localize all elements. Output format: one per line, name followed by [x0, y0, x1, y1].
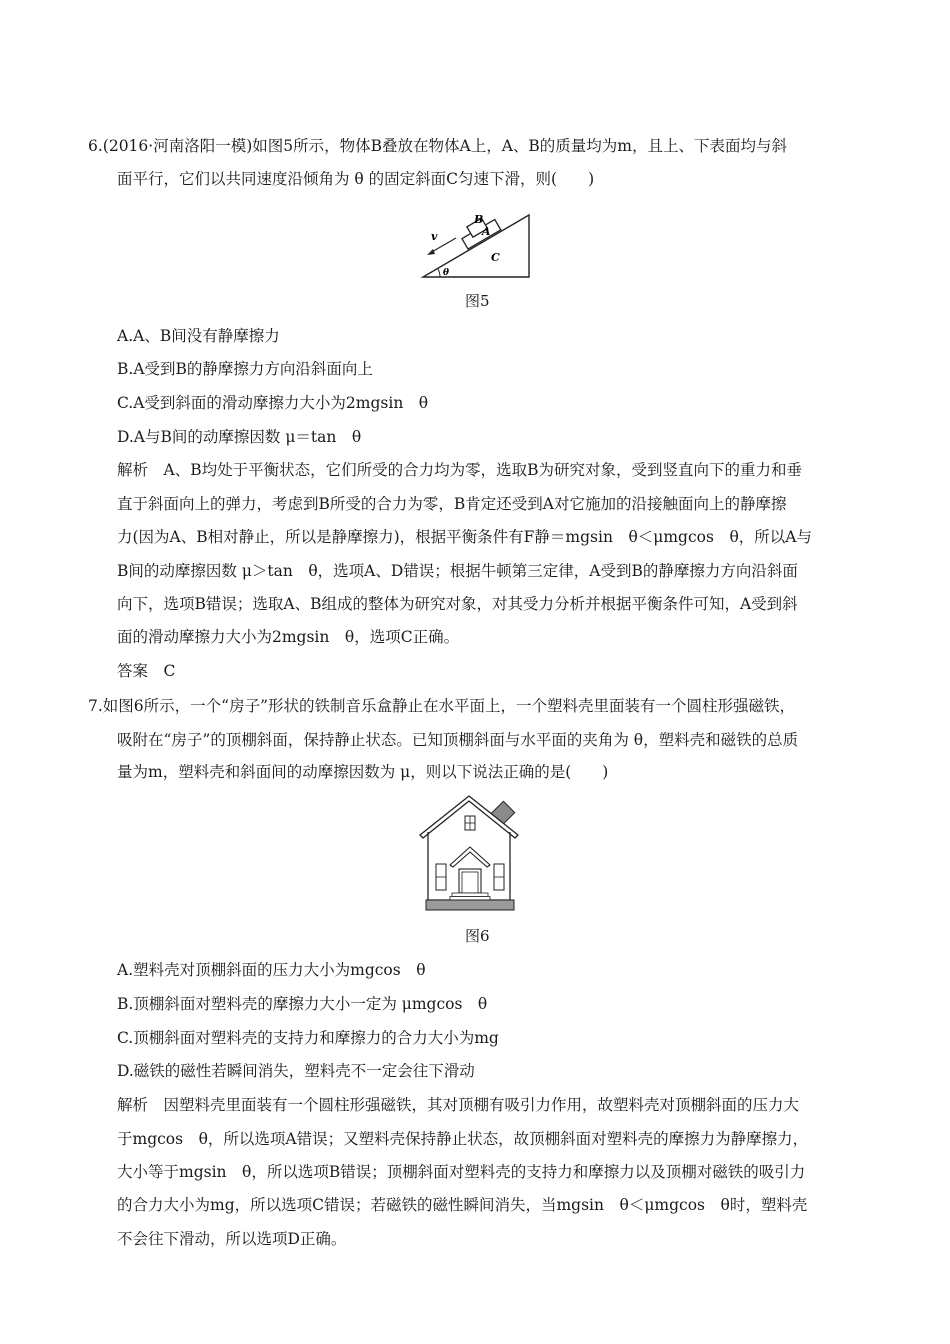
q7-stem-line-3: 量为m，塑料壳和斜面间的动摩擦因数为 μ，则以下说法正确的是( ) — [117, 763, 609, 781]
left-window — [436, 864, 446, 890]
velocity-arrowhead — [427, 249, 435, 255]
attic-window — [465, 816, 475, 830]
q7-option-b: B.顶棚斜面对塑料壳的摩擦力大小一定为 μmgcos θ — [117, 995, 488, 1013]
q7-stem-line-1: 7.如图6所示，一个“房子”形状的铁制音乐盒静止在水平面上，一个塑料壳里面装有一个圆柱形强磁铁， — [88, 697, 796, 715]
figure-6-caption: 图6 — [465, 927, 490, 945]
figure-5-incline-diagram — [418, 200, 536, 282]
q7-analysis-line-4: 的合力大小为mg，所以选项C错误；若磁铁的磁性瞬间消失，当mgsin θ＜μmgcos θ时，塑料壳 — [117, 1196, 808, 1214]
q6-answer: 答案 C — [117, 662, 176, 680]
right-window — [494, 864, 504, 890]
q6-analysis-line-2: 直于斜面向上的弹力，考虑到B所受的合力为零，B肯定还受到A对它施加的沿接触面向上的静摩擦 — [117, 495, 787, 513]
figure-5-caption: 图5 — [465, 292, 490, 310]
label-v: v — [431, 230, 438, 243]
q6-analysis-line-5: 向下，选项B错误；选取A、B组成的整体为研究对象，对其受力分析并根据平衡条件可知，A受到斜 — [117, 595, 798, 613]
q6-analysis-line-3: 力(因为A、B相对静止，所以是静摩擦力)，根据平衡条件有F静＝mgsin θ＜μmgcos θ，所以A与 — [117, 528, 812, 546]
label-a: A — [482, 225, 491, 238]
label-c: C — [491, 251, 500, 264]
front-door — [459, 869, 481, 893]
figure-6-house-diagram — [418, 792, 522, 914]
q6-analysis-line-6: 面的滑动摩擦力大小为2mgsin θ，选项C正确。 — [117, 628, 460, 646]
q6-stem-line-1: 6.(2016·河南洛阳一模)如图5所示，物体B叠放在物体A上，A、B的质量均为m，且上、下表面均与斜 — [88, 137, 787, 155]
q7-analysis-line-1: 解析 因塑料壳里面装有一个圆柱形强磁铁，其对顶棚有吸引力作用，故塑料壳对顶棚斜面的压力大 — [117, 1096, 800, 1114]
q7-analysis-line-5: 不会往下滑动，所以选项D正确。 — [117, 1230, 347, 1248]
q6-stem-line-2: 面平行，它们以共同速度沿倾角为 θ 的固定斜面C匀速下滑，则( ) — [117, 170, 595, 188]
q7-stem-line-2: 吸附在“房子”的顶棚斜面，保持静止状态。已知顶棚斜面与水平面的夹角为 θ，塑料壳和磁铁的总质 — [117, 731, 799, 749]
q7-option-c: C.顶棚斜面对塑料壳的支持力和摩擦力的合力大小为mg — [117, 1029, 499, 1047]
q7-option-a: A.塑料壳对顶棚斜面的压力大小为mgcos θ — [117, 961, 426, 979]
house-base — [426, 900, 514, 910]
q6-option-a: A.A、B间没有静摩擦力 — [117, 327, 280, 345]
q6-analysis-line-1: 解析 A、B均处于平衡状态，它们所受的合力均为零，选取B为研究对象，受到竖直向下的重力和垂 — [117, 461, 802, 479]
q6-option-b: B.A受到B的静摩擦力方向沿斜面向上 — [117, 360, 373, 378]
q7-analysis-line-2: 于mgcos θ，所以选项A错误；又塑料壳保持静止状态，故顶棚斜面对塑料壳的摩擦力为静摩擦力， — [117, 1130, 809, 1148]
label-b: B — [474, 213, 484, 226]
q7-analysis-line-3: 大小等于mgsin θ，所以选项B错误；顶棚斜面对塑料壳的支持力和摩擦力以及顶棚对磁铁的吸引力 — [117, 1163, 806, 1181]
front-steps — [450, 893, 490, 900]
label-theta: θ — [443, 268, 450, 278]
porch-roof — [450, 847, 490, 867]
q6-option-c: C.A受到斜面的滑动摩擦力大小为2mgsin θ — [117, 394, 429, 412]
q6-analysis-line-4: B间的动摩擦因数 μ＞tan θ，选项A、D错误；根据牛顿第三定律，A受到B的静摩擦力方向沿斜面 — [117, 562, 798, 580]
q6-option-d: D.A与B间的动摩擦因数 μ＝tan θ — [117, 428, 362, 446]
q7-option-d: D.磁铁的磁性若瞬间消失，塑料壳不一定会往下滑动 — [117, 1062, 475, 1080]
